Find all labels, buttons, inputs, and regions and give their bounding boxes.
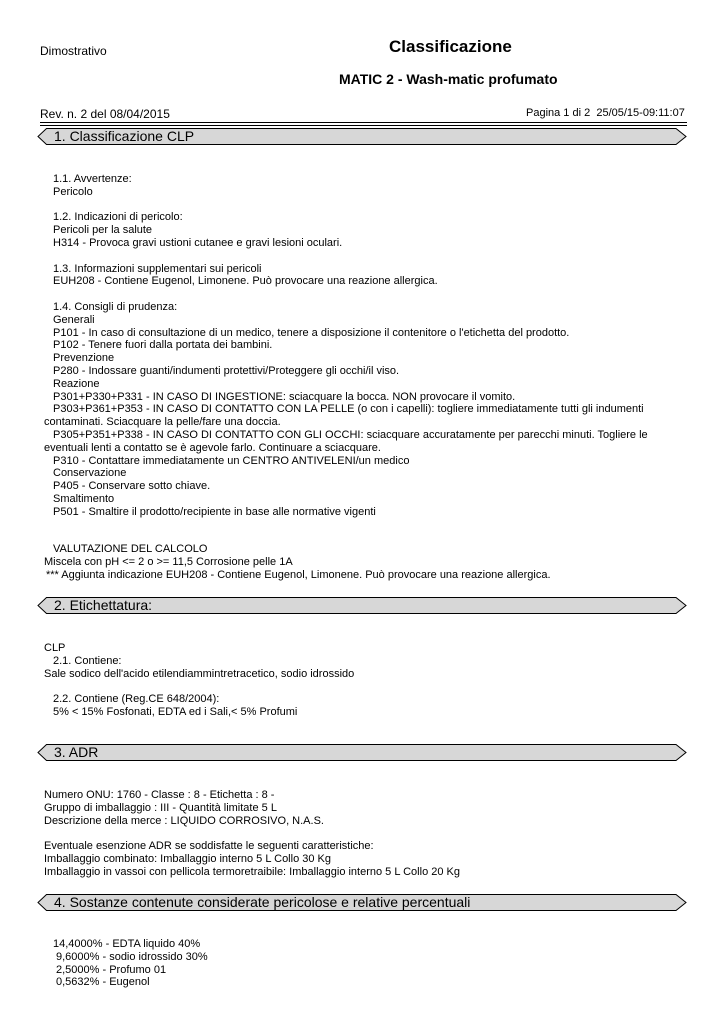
adr-line: Imballaggio in vassoi con pellicola termoretraibile: Imballaggio interno 5 L Collo 20 Kg	[44, 865, 460, 878]
consigli-heading: 1.4. Consigli di prudenza:	[53, 300, 178, 313]
consigli-line: P405 - Conservare sotto chiave.	[53, 480, 211, 493]
consigli-line: P102 - Tenere fuori dalla portata dei bambini.	[53, 339, 273, 352]
consigli-line: P303+P361+P353 - IN CASO DI CONTATTO CON LA PELLE (o con i capelli): togliere immediatamente tutti gli indumenti	[53, 403, 644, 416]
page-number: Pagina 1 di 2	[526, 107, 591, 119]
section-4-header	[36, 894, 687, 911]
section-2-title: 2. Etichettatura:	[54, 597, 153, 613]
consigli-line: P301+P330+P331 - IN CASO DI INGESTIONE: sciacquare la bocca. NON provocare il vomito.	[53, 390, 516, 403]
section-3-title: 3. ADR	[54, 744, 99, 760]
consigli-line: P310 - Contattare immediatamente un CENTRO ANTIVELENI/un medico	[53, 454, 410, 467]
section-4-title: 4. Sostanze contenute considerate pericolose e relative percentuali	[54, 894, 471, 910]
etichettatura-block	[44, 642, 354, 719]
indicazioni-line: H314 - Provoca gravi ustioni cutanee e gravi lesioni oculari.	[53, 236, 343, 249]
section-3-header	[36, 744, 687, 761]
section-1-header	[36, 128, 687, 145]
consigli-category: Smaltimento	[53, 492, 115, 505]
valutazione-line: Miscela con pH <= 2 o >= 11,5 Corrosione pelle 1A	[44, 555, 293, 568]
document-title: Classificazione	[389, 37, 512, 56]
consigli-line: P305+P351+P338 - IN CASO DI CONTATTO CON GLI OCCHI: sciacquare accuratamente per parecchi minuti. Togliere le	[53, 428, 648, 441]
header-rule	[40, 122, 687, 123]
header-rule-2	[40, 125, 687, 126]
substance-item: 9,6000% - sodio idrossido 30%	[56, 950, 208, 963]
info-heading: 1.3. Informazioni supplementari sui pericoli	[53, 262, 262, 275]
adr-block	[44, 789, 460, 879]
valutazione-block	[44, 543, 551, 581]
indicazioni-heading: 1.2. Indicazioni di pericolo:	[53, 211, 183, 224]
avvertenze-heading: 1.1. Avvertenze:	[53, 173, 132, 185]
substance-item: 14,4000% - EDTA liquido 40%	[53, 938, 201, 950]
valutazione-heading: VALUTAZIONE DEL CALCOLO	[53, 543, 208, 555]
consigli-line: eventuali lenti a contatto se è agevole farlo. Continuare a sciacquare.	[44, 441, 381, 454]
consigli-category: Conservazione	[53, 467, 127, 480]
substance-item: 0,5632% - Eugenol	[56, 976, 150, 989]
adr-line: Eventuale esenzione ADR se soddisfatte le seguenti caratteristiche:	[44, 840, 374, 853]
consigli-line: P280 - Indossare guanti/indumenti protettivi/Proteggere gli occhi/il viso.	[53, 364, 400, 377]
revision-info: Rev. n. 2 del 08/04/2015	[40, 107, 170, 121]
info-line: EUH208 - Contiene Eugenol, Limonene. Può provocare una reazione allergica.	[53, 275, 438, 288]
section-2-header	[36, 597, 687, 614]
consigli-category: Reazione	[53, 377, 100, 390]
clp-label: CLP	[44, 642, 66, 654]
clp-block	[44, 173, 648, 519]
consigli-line: P501 - Smaltire il prodotto/recipiente in base alle normative vigenti	[53, 505, 376, 518]
adr-line: Gruppo di imballaggio : III - Quantità limitate 5 L	[44, 801, 277, 814]
contiene-value: Sale sodico dell'acido etilendiammintretracetico, sodio idrossido	[44, 667, 355, 680]
section-1-title: 1. Classificazione CLP	[54, 128, 195, 144]
regolamento-value: 5% < 15% Fosfonati, EDTA ed i Sali,< 5% Profumi	[53, 705, 298, 718]
adr-line: Descrizione della merce : LIQUIDO CORROSIVO, N.A.S.	[44, 814, 324, 827]
substance-item: 2,5000% - Profumo 01	[56, 963, 167, 976]
product-name: MATIC 2 - Wash-matic profumato	[339, 71, 558, 87]
regolamento-heading: 2.2. Contiene (Reg.CE 648/2004):	[53, 693, 220, 706]
consigli-line: P101 - In caso di consultazione di un medico, tenere a disposizione il contenitore o l'etichetta del prodotto.	[53, 326, 570, 339]
avvertenze-value: Pericolo	[53, 185, 93, 198]
adr-line: Numero ONU: 1760 - Classe : 8 - Etichetta : 8 -	[44, 789, 275, 801]
company-name: Dimostrativo	[40, 44, 107, 58]
timestamp: 25/05/15-09:11:07	[596, 107, 685, 119]
indicazioni-line: Pericoli per la salute	[53, 224, 153, 237]
adr-line: Imballaggio combinato: Imballaggio interno 5 L Collo 30 Kg	[44, 852, 331, 865]
page-info	[526, 107, 685, 119]
valutazione-line: *** Aggiunta indicazione EUH208 - Contiene Eugenol, Limonene. Può provocare una reazione allergica.	[46, 568, 551, 581]
substances-list	[53, 938, 208, 989]
consigli-category: Generali	[53, 313, 95, 326]
consigli-line: contaminati. Sciacquare la pelle/fare una doccia.	[44, 416, 281, 429]
contiene-heading: 2.1. Contiene:	[53, 654, 122, 667]
consigli-category: Prevenzione	[53, 352, 115, 365]
